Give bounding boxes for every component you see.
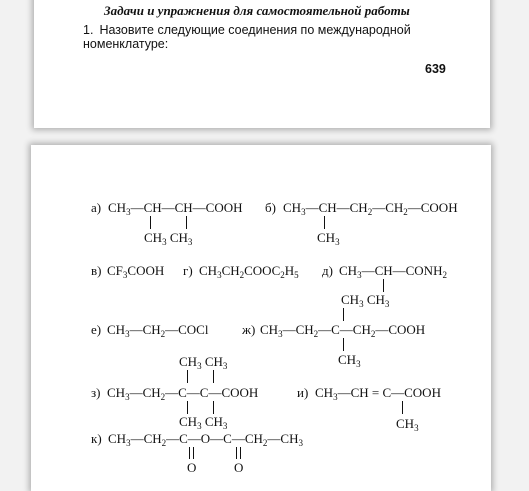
bond-line xyxy=(213,401,214,414)
bond-line xyxy=(324,216,325,229)
compound-v-formula: $CF_3COOH$ xyxy=(107,263,165,280)
compound-i-label: и) xyxy=(297,385,309,400)
compound-zh-formula: $CH_3—CH_2—C—CH_2—COOH$ xyxy=(260,322,426,339)
bond-line xyxy=(343,308,344,321)
bond-line xyxy=(187,401,188,414)
page-number: 639 xyxy=(425,62,446,76)
bond-line xyxy=(186,216,187,229)
compound-d-formula: $CH_3—CH—CONH_2$ xyxy=(339,263,447,280)
task-number: 1. xyxy=(83,23,94,37)
compound-a-substituents: $CH_3$ $CH_3$ xyxy=(144,230,193,247)
bond-line xyxy=(213,370,214,383)
compound-v-label: в) xyxy=(91,263,102,278)
compound-k-formula: $CH_3—CH_2—C—O—C—CH_2—CH_3$ xyxy=(108,431,303,448)
compound-g-label: г) xyxy=(183,263,193,278)
compound-z-formula: $CH_3—CH_2—C—C—COOH$ xyxy=(107,385,259,402)
compound-zh-label: ж) xyxy=(242,322,256,337)
compound-z-top: $CH_3$ $CH_3$ xyxy=(179,354,228,371)
compound-a-label: а) xyxy=(91,200,102,215)
compound-b-label: б) xyxy=(265,200,276,215)
bond-line xyxy=(402,401,403,414)
bond-line xyxy=(187,370,188,383)
compound-e-formula: $CH_3—CH_2—COCl$ xyxy=(107,322,209,339)
compound-i-formula: $CH_3—CH$ = C—COOH xyxy=(315,385,441,402)
double-bond-line xyxy=(240,447,241,459)
double-bond-line xyxy=(236,447,237,459)
compound-b-substituent: $CH_3$ xyxy=(317,230,340,247)
compound-d-substituents: $CH_3$ $CH_3$ xyxy=(341,292,390,309)
compound-zh-bottom: $CH_3$ xyxy=(338,352,361,369)
bond-line xyxy=(383,279,384,292)
compound-g-formula: $CH_3CH_2COOC_2H_5$ xyxy=(199,263,299,280)
compound-k-label: к) xyxy=(91,431,102,446)
compound-b-formula: $CH_3—CH—CH_2—CH_2—COOH$ xyxy=(283,200,458,217)
task-instruction: Назовите следующие соединения по международной номенклатуре: xyxy=(83,23,411,51)
compound-z-label: з) xyxy=(91,385,101,400)
double-bond-line xyxy=(189,447,190,459)
compound-k-oxygen-2: O xyxy=(234,460,244,475)
compound-z-bottom: $CH_3$ $CH_3$ xyxy=(179,414,228,431)
compound-e-label: е) xyxy=(91,322,102,337)
bond-line xyxy=(150,216,151,229)
page-top xyxy=(34,0,490,128)
compound-k-oxygen-1: O xyxy=(187,460,197,475)
compound-d-label: д) xyxy=(322,263,333,278)
bond-line xyxy=(343,338,344,351)
task-text xyxy=(83,23,473,51)
double-bond-line xyxy=(193,447,194,459)
section-heading: Задачи и упражнения для самостоятельной работы xyxy=(104,3,410,18)
compound-a-formula: $CH_3—CH—CH—COOH$ xyxy=(108,200,243,217)
compound-i-substituent: $CH_3$ xyxy=(396,416,419,433)
